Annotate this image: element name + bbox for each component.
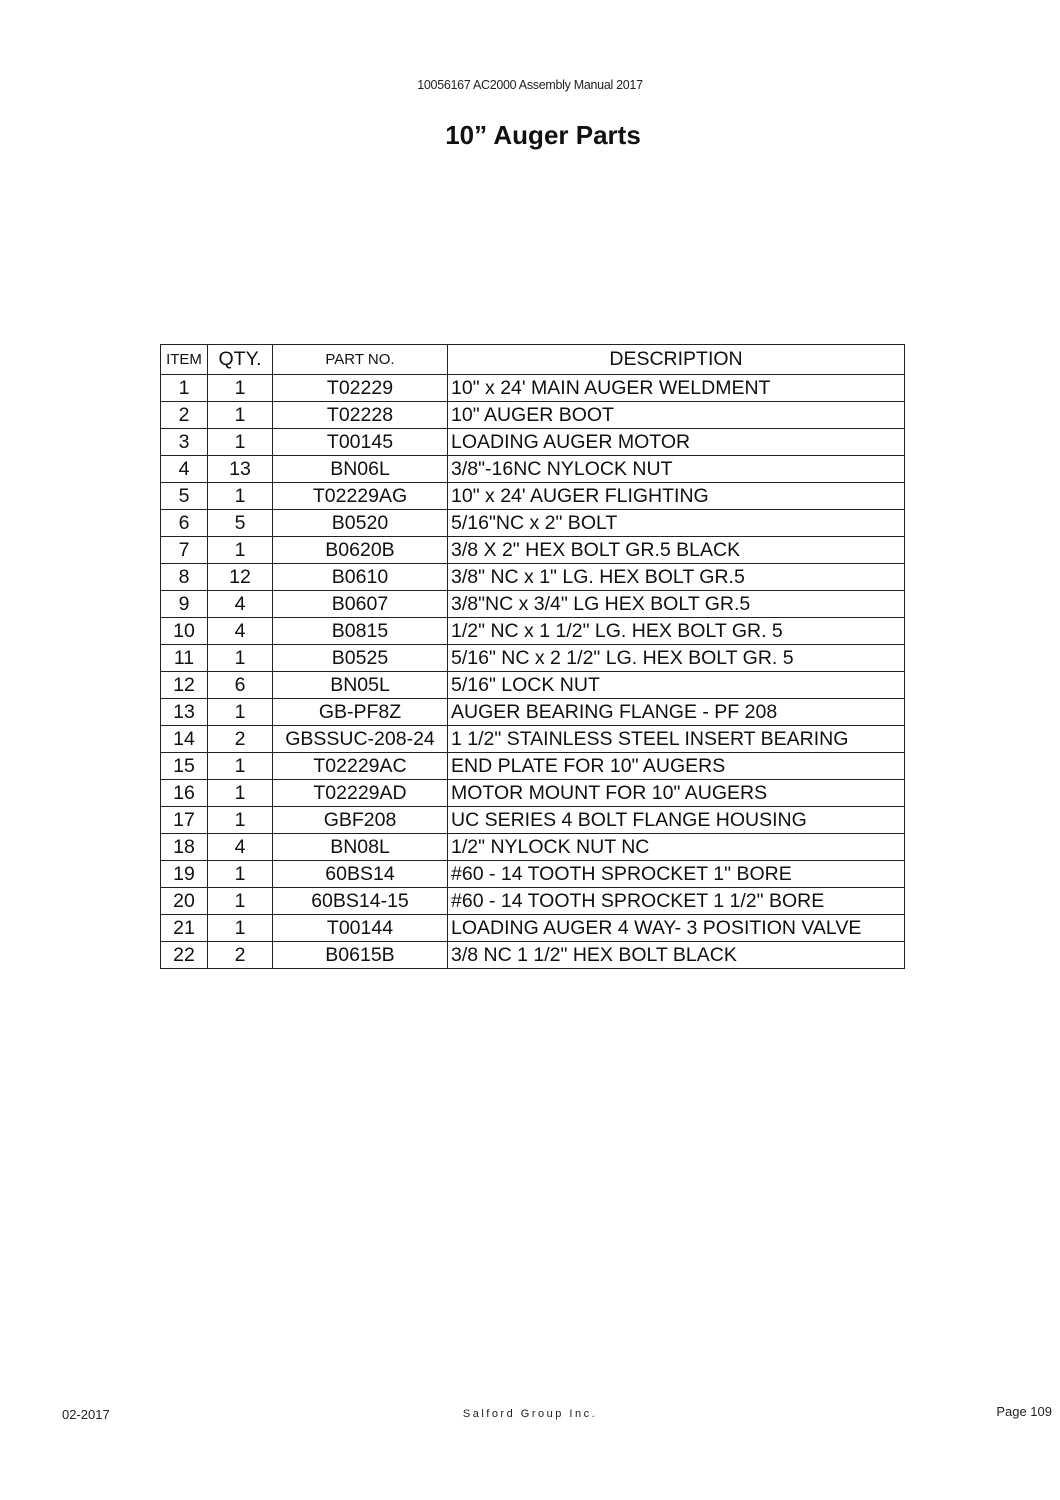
table-header-row [161, 345, 905, 375]
cell-part-no: GB-PF8Z [273, 699, 448, 726]
table-row [161, 888, 905, 915]
table-row [161, 861, 905, 888]
cell-item: 22 [161, 942, 208, 969]
cell-part-no: T02229AC [273, 753, 448, 780]
cell-qty: 1 [208, 402, 273, 429]
cell-item: 19 [161, 861, 208, 888]
cell-qty: 1 [208, 780, 273, 807]
cell-item: 9 [161, 591, 208, 618]
cell-item: 7 [161, 537, 208, 564]
table-row [161, 564, 905, 591]
footer-date: 02-2017 [62, 1407, 110, 1422]
cell-item: 17 [161, 807, 208, 834]
parts-table-body [161, 375, 905, 969]
cell-description: 3/8" NC x 1" LG. HEX BOLT GR.5 [448, 564, 905, 591]
parts-table [160, 344, 905, 969]
cell-qty: 4 [208, 591, 273, 618]
cell-description: LOADING AUGER MOTOR [448, 429, 905, 456]
cell-description: 5/16" NC x 2 1/2" LG. HEX BOLT GR. 5 [448, 645, 905, 672]
cell-part-no: 60BS14 [273, 861, 448, 888]
table-row [161, 753, 905, 780]
cell-qty: 6 [208, 672, 273, 699]
table-row [161, 591, 905, 618]
cell-part-no: B0815 [273, 618, 448, 645]
cell-description: UC SERIES 4 BOLT FLANGE HOUSING [448, 807, 905, 834]
cell-part-no: B0610 [273, 564, 448, 591]
cell-qty: 1 [208, 483, 273, 510]
cell-item: 5 [161, 483, 208, 510]
cell-part-no: GBF208 [273, 807, 448, 834]
cell-part-no: T02228 [273, 402, 448, 429]
cell-part-no: B0525 [273, 645, 448, 672]
cell-description: 3/8"NC x 3/4" LG HEX BOLT GR.5 [448, 591, 905, 618]
cell-item: 10 [161, 618, 208, 645]
cell-qty: 1 [208, 807, 273, 834]
column-header-description: DESCRIPTION [448, 345, 905, 375]
column-header-part-no: PART NO. [273, 345, 448, 375]
cell-qty: 2 [208, 726, 273, 753]
column-header-qty: QTY. [208, 345, 273, 375]
cell-qty: 1 [208, 888, 273, 915]
cell-part-no: BN08L [273, 834, 448, 861]
cell-qty: 1 [208, 699, 273, 726]
cell-item: 8 [161, 564, 208, 591]
page-number: Page 109 [996, 1404, 1052, 1419]
cell-part-no: 60BS14-15 [273, 888, 448, 915]
cell-part-no: GBSSUC-208-24 [273, 726, 448, 753]
cell-description: 10" AUGER BOOT [448, 402, 905, 429]
cell-part-no: T02229 [273, 375, 448, 402]
table-row [161, 456, 905, 483]
cell-qty: 1 [208, 915, 273, 942]
cell-part-no: T00144 [273, 915, 448, 942]
table-row [161, 672, 905, 699]
cell-item: 1 [161, 375, 208, 402]
cell-part-no: B0520 [273, 510, 448, 537]
cell-qty: 2 [208, 942, 273, 969]
cell-item: 11 [161, 645, 208, 672]
cell-description: 3/8 NC 1 1/2" HEX BOLT BLACK [448, 942, 905, 969]
cell-qty: 5 [208, 510, 273, 537]
cell-part-no: T02229AG [273, 483, 448, 510]
table-row [161, 483, 905, 510]
column-header-item: ITEM [161, 345, 208, 375]
table-row [161, 807, 905, 834]
cell-item: 15 [161, 753, 208, 780]
cell-item: 4 [161, 456, 208, 483]
cell-part-no: B0615B [273, 942, 448, 969]
cell-qty: 1 [208, 645, 273, 672]
table-row [161, 942, 905, 969]
cell-qty: 13 [208, 456, 273, 483]
cell-description: 3/8"-16NC NYLOCK NUT [448, 456, 905, 483]
cell-item: 13 [161, 699, 208, 726]
cell-item: 21 [161, 915, 208, 942]
cell-item: 3 [161, 429, 208, 456]
document-id: 10056167 AC2000 Assembly Manual 2017 [417, 78, 643, 92]
cell-item: 14 [161, 726, 208, 753]
table-row [161, 375, 905, 402]
cell-qty: 4 [208, 834, 273, 861]
cell-description: 1 1/2" STAINLESS STEEL INSERT BEARING [448, 726, 905, 753]
cell-description: 10" x 24' MAIN AUGER WELDMENT [448, 375, 905, 402]
cell-item: 6 [161, 510, 208, 537]
table-row [161, 726, 905, 753]
table-row [161, 537, 905, 564]
cell-part-no: T00145 [273, 429, 448, 456]
cell-description: 1/2" NYLOCK NUT NC [448, 834, 905, 861]
cell-qty: 1 [208, 375, 273, 402]
cell-description: #60 - 14 TOOTH SPROCKET 1" BORE [448, 861, 905, 888]
cell-description: 5/16"NC x 2" BOLT [448, 510, 905, 537]
cell-part-no: BN06L [273, 456, 448, 483]
table-row [161, 510, 905, 537]
cell-item: 20 [161, 888, 208, 915]
cell-part-no: B0607 [273, 591, 448, 618]
cell-description: END PLATE FOR 10" AUGERS [448, 753, 905, 780]
table-row [161, 699, 905, 726]
cell-part-no: B0620B [273, 537, 448, 564]
cell-qty: 1 [208, 753, 273, 780]
table-row [161, 645, 905, 672]
cell-qty: 4 [208, 618, 273, 645]
cell-description: 5/16" LOCK NUT [448, 672, 905, 699]
cell-description: 10" x 24' AUGER FLIGHTING [448, 483, 905, 510]
footer-company: Salford Group Inc. [462, 1408, 598, 1420]
cell-description: #60 - 14 TOOTH SPROCKET 1 1/2" BORE [448, 888, 905, 915]
cell-description: 1/2" NC x 1 1/2" LG. HEX BOLT GR. 5 [448, 618, 905, 645]
cell-description: LOADING AUGER 4 WAY- 3 POSITION VALVE [448, 915, 905, 942]
cell-item: 2 [161, 402, 208, 429]
cell-qty: 1 [208, 861, 273, 888]
cell-part-no: BN05L [273, 672, 448, 699]
table-row [161, 618, 905, 645]
cell-description: 3/8 X 2" HEX BOLT GR.5 BLACK [448, 537, 905, 564]
cell-part-no: T02229AD [273, 780, 448, 807]
cell-qty: 12 [208, 564, 273, 591]
cell-description: AUGER BEARING FLANGE - PF 208 [448, 699, 905, 726]
table-row [161, 429, 905, 456]
cell-item: 12 [161, 672, 208, 699]
cell-item: 16 [161, 780, 208, 807]
cell-description: MOTOR MOUNT FOR 10" AUGERS [448, 780, 905, 807]
cell-item: 18 [161, 834, 208, 861]
table-row [161, 780, 905, 807]
cell-qty: 1 [208, 429, 273, 456]
table-row [161, 915, 905, 942]
page-title: 10” Auger Parts [445, 120, 641, 150]
cell-qty: 1 [208, 537, 273, 564]
table-row [161, 402, 905, 429]
table-row [161, 834, 905, 861]
